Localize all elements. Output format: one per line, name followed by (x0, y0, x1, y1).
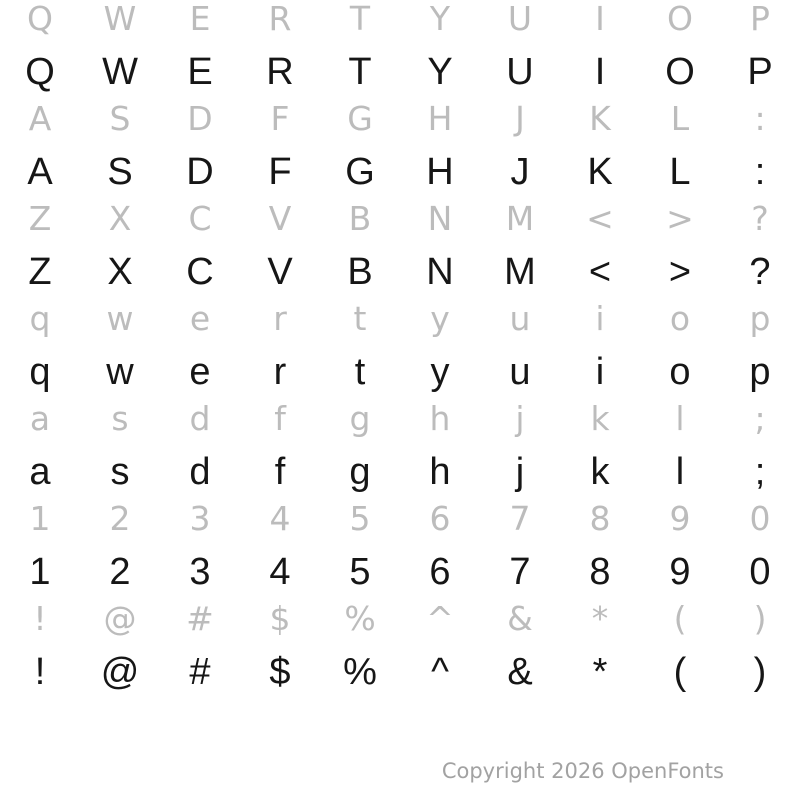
char-cell: s (111, 399, 129, 438)
char-cell: ; (754, 451, 766, 493)
char-cell: p (749, 299, 771, 338)
char-cell: 9 (669, 499, 691, 538)
char-cell: B (348, 199, 372, 238)
char-cell: E (187, 51, 213, 93)
char-cell: F (268, 151, 292, 193)
char-cell: S (109, 99, 131, 138)
char-row-primary (0, 147, 800, 197)
char-cell: X (107, 251, 133, 293)
char-row-primary (0, 247, 800, 297)
char-cell: u (509, 299, 531, 338)
char-row-primary (0, 547, 800, 597)
char-cell: D (186, 151, 214, 193)
char-cell: Q (25, 51, 55, 93)
char-cell: j (515, 451, 525, 493)
char-cell: q (29, 299, 51, 338)
char-cell: L (670, 99, 690, 138)
char-cell: y (430, 299, 450, 338)
char-cell: P (750, 0, 770, 38)
char-cell: ( (673, 599, 687, 638)
char-row-muted (0, 494, 800, 544)
char-cell: l (675, 399, 685, 438)
char-cell: R (268, 0, 292, 38)
char-cell: I (595, 0, 605, 38)
char-cell: w (106, 299, 134, 338)
char-cell: 1 (29, 499, 51, 538)
char-cell: 8 (589, 551, 611, 593)
char-cell: a (29, 399, 51, 438)
char-cell: 0 (749, 551, 771, 593)
char-cell: y (430, 351, 450, 393)
char-cell: # (189, 651, 211, 693)
char-cell: H (427, 99, 453, 138)
char-cell: J (510, 151, 530, 193)
char-row-primary (0, 447, 800, 497)
char-cell: T (349, 0, 371, 38)
char-cell: U (506, 51, 534, 93)
char-row-muted (0, 594, 800, 644)
char-cell: ( (673, 651, 687, 693)
char-cell: t (353, 299, 367, 338)
char-cell: 0 (749, 499, 771, 538)
char-cell: @ (100, 651, 140, 693)
char-cell: 6 (429, 551, 451, 593)
char-cell: # (186, 599, 214, 638)
char-cell: Z (28, 199, 52, 238)
char-cell: f (274, 451, 286, 493)
char-cell: 7 (509, 499, 531, 538)
char-cell: T (348, 51, 372, 93)
char-cell: K (589, 99, 611, 138)
char-cell: > (668, 251, 692, 293)
char-cell: G (347, 99, 373, 138)
char-cell: l (675, 451, 685, 493)
char-cell: $ (269, 651, 291, 693)
char-cell: 2 (109, 499, 131, 538)
char-cell: N (426, 251, 454, 293)
char-cell: @ (103, 599, 137, 638)
char-cell: I (594, 51, 606, 93)
char-cell: $ (269, 599, 291, 638)
char-row-muted (0, 0, 800, 44)
char-cell: k (590, 399, 610, 438)
char-cell: F (270, 99, 290, 138)
char-cell: u (509, 351, 531, 393)
char-cell: K (587, 151, 613, 193)
char-cell: ^ (426, 599, 454, 638)
char-cell: V (268, 199, 292, 238)
char-cell: & (507, 651, 533, 693)
char-cell: L (669, 151, 691, 193)
char-cell: ! (33, 599, 47, 638)
char-cell: U (507, 0, 533, 38)
char-cell: O (665, 51, 695, 93)
char-cell: Y (427, 51, 453, 93)
char-cell: 4 (269, 551, 291, 593)
char-cell: j (515, 399, 525, 438)
char-cell: N (427, 199, 453, 238)
char-cell: M (504, 251, 536, 293)
char-row-primary (0, 647, 800, 697)
char-cell: ! (34, 651, 46, 693)
char-cell: 3 (189, 551, 211, 593)
char-cell: 6 (429, 499, 451, 538)
char-cell: C (186, 251, 214, 293)
char-cell: Y (429, 0, 451, 38)
char-row-muted (0, 294, 800, 344)
char-cell: Z (28, 251, 52, 293)
char-cell: g (349, 399, 371, 438)
char-cell: p (749, 351, 771, 393)
char-cell: 1 (29, 551, 51, 593)
char-cell: > (666, 199, 694, 238)
char-cell: r (273, 351, 287, 393)
char-cell: : (754, 99, 766, 138)
char-cell: 5 (349, 499, 371, 538)
char-cell: R (266, 51, 294, 93)
char-cell: Q (27, 0, 53, 38)
copyright-text: Copyright 2026 OpenFonts (441, 759, 724, 783)
char-cell: E (189, 0, 211, 38)
char-cell: G (345, 151, 375, 193)
char-cell: 7 (509, 551, 531, 593)
char-cell: & (507, 599, 533, 638)
char-cell: h (429, 399, 451, 438)
char-cell: e (189, 299, 211, 338)
char-cell: : (754, 151, 766, 193)
char-cell: M (505, 199, 535, 238)
char-cell: w (106, 351, 134, 393)
char-cell: ) (753, 651, 767, 693)
char-cell: q (29, 351, 51, 393)
char-cell: B (347, 251, 373, 293)
char-cell: 4 (269, 499, 291, 538)
char-cell: D (187, 99, 213, 138)
char-cell: < (586, 199, 614, 238)
char-cell: ? (751, 199, 769, 238)
char-cell: H (426, 151, 454, 193)
char-cell: * (591, 599, 609, 638)
char-cell: 3 (189, 499, 211, 538)
char-cell: d (189, 451, 211, 493)
char-cell: < (588, 251, 612, 293)
char-cell: r (273, 299, 287, 338)
char-cell: C (188, 199, 212, 238)
char-cell: 2 (109, 551, 131, 593)
char-cell: a (29, 451, 51, 493)
char-row-muted (0, 394, 800, 444)
char-cell: ; (754, 399, 766, 438)
char-cell: S (107, 151, 133, 193)
char-cell: O (667, 0, 693, 38)
char-row-muted (0, 94, 800, 144)
char-cell: A (27, 151, 53, 193)
char-cell: i (595, 299, 605, 338)
char-row-muted (0, 194, 800, 244)
char-cell: % (343, 651, 377, 693)
char-cell: 5 (349, 551, 371, 593)
char-cell: t (354, 351, 366, 393)
char-cell: X (108, 199, 132, 238)
char-cell: ^ (431, 651, 449, 693)
char-cell: o (669, 351, 691, 393)
char-cell: J (515, 99, 525, 138)
char-cell: g (349, 451, 371, 493)
char-row-primary (0, 347, 800, 397)
char-cell: 8 (589, 499, 611, 538)
char-cell: % (344, 599, 376, 638)
char-cell: h (429, 451, 451, 493)
char-cell: W (102, 51, 138, 93)
char-cell: W (103, 0, 137, 38)
char-cell: * (592, 651, 608, 693)
char-cell: i (595, 351, 605, 393)
char-cell: e (189, 351, 211, 393)
char-cell: f (274, 399, 286, 438)
char-cell: o (669, 299, 691, 338)
char-cell: 9 (669, 551, 691, 593)
char-cell: ? (749, 251, 771, 293)
char-cell: k (590, 451, 610, 493)
char-cell: ) (753, 599, 767, 638)
char-cell: V (267, 251, 293, 293)
char-cell: P (747, 51, 773, 93)
char-cell: s (110, 451, 130, 493)
char-row-primary (0, 47, 800, 97)
char-cell: d (189, 399, 211, 438)
char-cell: A (28, 99, 52, 138)
